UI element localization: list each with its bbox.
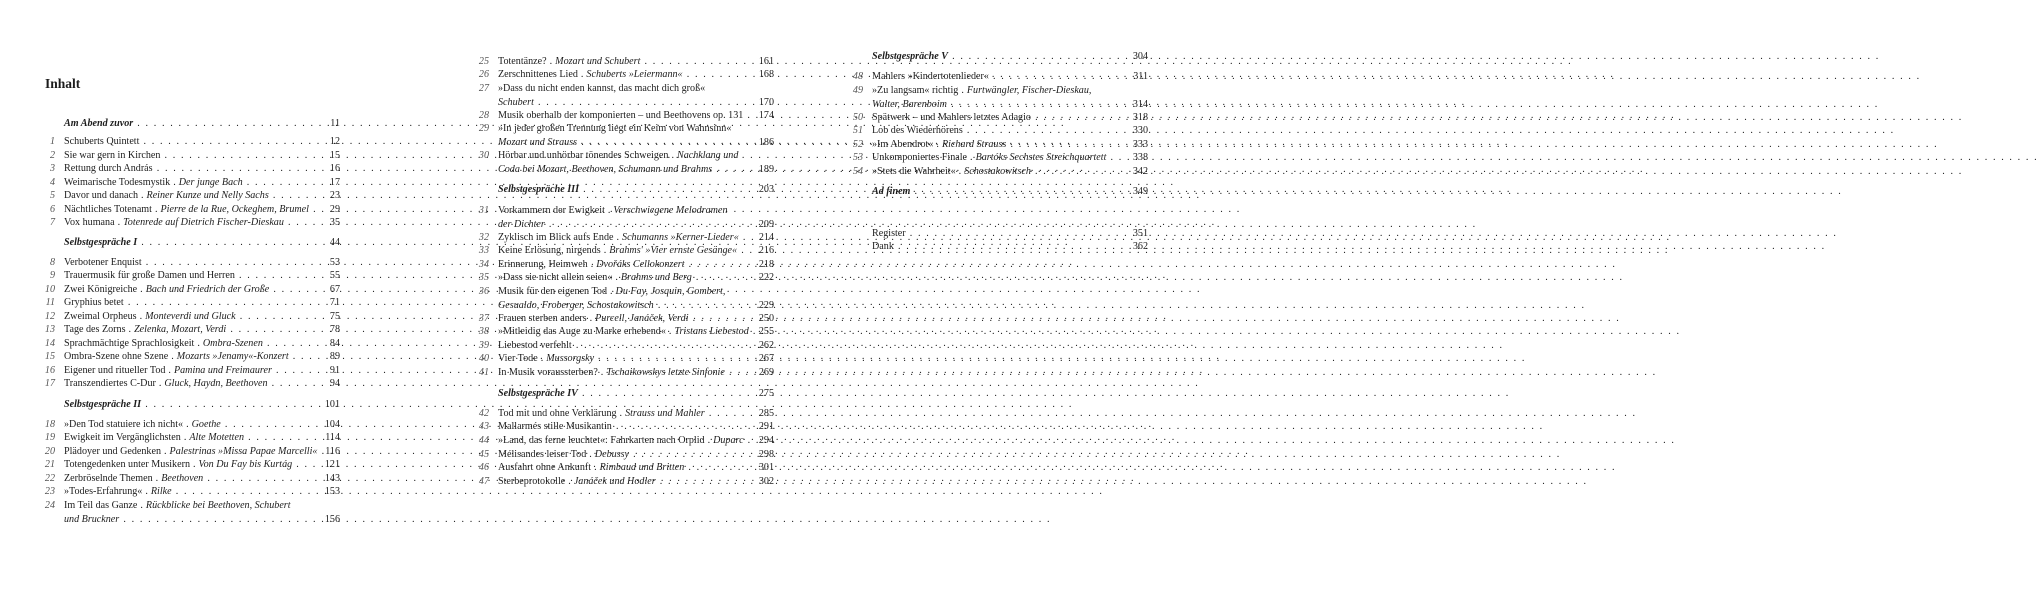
entry-title: »In jeder großen Trennung liegt ein Keim von Wahnsinn« xyxy=(498,123,732,134)
chapter-number: 9 xyxy=(49,270,55,281)
entry-subtitle: Brahms' »Vier ernste Gesänge« xyxy=(609,245,738,256)
chapter-number: 42 xyxy=(478,408,489,419)
entry-subtitle: Gluck, Haydn, Beethoven xyxy=(164,378,268,389)
toc-entry xyxy=(40,135,340,149)
toc-entry xyxy=(848,124,1148,138)
entry-title: Totengedenken unter Musikern xyxy=(64,459,190,470)
toc-entry: 21 Totengedenken unter Musikern . Von Du Fay bis Kurtág . . . 121 xyxy=(40,458,340,472)
chapter-number: 37 xyxy=(478,313,489,324)
toc-entry: 14 Sprachmächtige Sprachlosigkeit . Ombra-Szenen . . . 84 xyxy=(40,337,340,351)
toc-entry xyxy=(474,339,774,353)
toc-entry xyxy=(40,256,340,270)
chapter-number: 31 xyxy=(478,205,489,216)
page-number: 114 xyxy=(325,432,340,443)
entry-subtitle: Schuberts »Leiermann« xyxy=(586,69,683,80)
page-number: 11 xyxy=(330,118,340,129)
entry-subtitle: Alte Motetten xyxy=(189,432,244,443)
entry-title: »Dass du nicht enden kannst, das macht dich groß« xyxy=(498,83,706,94)
entry-subtitle: Gesualdo, Froberger, Schostakowitsch xyxy=(498,299,654,311)
toc-entry: 37 Frauen sterben anders . Purcell, Janáček, Verdi . . . 250 xyxy=(474,312,774,326)
entry-title: Zyklisch im Blick aufs Ende xyxy=(498,232,614,243)
entry-subtitle: Mozart und Strauss xyxy=(498,136,578,148)
toc-entry: 17 Transzendiertes C-Dur . Gluck, Haydn, Beethoven . . . 94 xyxy=(40,377,340,391)
chapter-number: 28 xyxy=(478,110,489,121)
chapter-number: 32 xyxy=(478,232,489,243)
entry-title: Zerschnittenes Lied xyxy=(498,69,578,80)
chapter-number: 53 xyxy=(852,152,863,163)
toc-entry: 18 »Den Tod statuiere ich nicht« . Goethe . . . 104 xyxy=(40,418,340,432)
chapter-number: 13 xyxy=(44,324,55,335)
toc-entry xyxy=(848,227,1148,241)
page-number: 91 xyxy=(329,365,340,376)
chapter-number: 15 xyxy=(44,351,55,362)
chapter-number: 49 xyxy=(852,85,863,96)
chapter-number: 17 xyxy=(44,378,55,389)
entry-title: Zerbröselnde Themen xyxy=(64,473,153,484)
entry-title: Vier Tode xyxy=(498,353,538,364)
chapter-number: 52 xyxy=(852,139,863,150)
section-title: Am Abend zuvor xyxy=(64,118,134,129)
page-number: 78 xyxy=(329,324,340,335)
toc-entry: 19 Ewigkeit im Vergänglichsten . Alte Motetten . . . 114 xyxy=(40,431,340,445)
entry-subtitle: Rückblicke bei Beethoven, Schubert xyxy=(145,500,291,511)
chapter-number: 8 xyxy=(49,257,55,268)
toc-section xyxy=(848,185,1148,199)
toc-entry: 36 Musik für den eigenen Tod . Du Fay, Josquin, Gombert, Gesualdo, Froberger, Schostakowitsch . . . 229 xyxy=(474,285,774,312)
toc-entry xyxy=(848,240,1148,254)
entry-subtitle: Coda bei Mozart, Beethoven, Schumann und Brahms xyxy=(498,163,713,175)
entry-title: Spätwerk – und Mahlers letztes Adagio xyxy=(872,112,1031,123)
chapter-number: 20 xyxy=(44,446,55,457)
entry-title: Erinnerung, Heimweh xyxy=(498,259,588,270)
page-number: 35 xyxy=(329,217,340,228)
chapter-number: 26 xyxy=(478,69,489,80)
page-number: 362 xyxy=(1132,241,1148,252)
page-number: 351 xyxy=(1132,228,1148,239)
page-number: 291 xyxy=(758,421,774,432)
page-number: 75 xyxy=(329,311,340,322)
toc-entry: 22 Zerbröselnde Themen . Beethoven . . . 143 xyxy=(40,472,340,486)
chapter-number: 2 xyxy=(49,150,55,161)
entry-subtitle: Walter, Barenboim xyxy=(872,98,947,110)
chapter-number: 14 xyxy=(44,338,55,349)
page-number: 71 xyxy=(329,297,340,308)
entry-subtitle: Dvořáks Cellokonzert xyxy=(596,259,685,270)
entry-subtitle: Totenrede auf Dietrich Fischer-Dieskau xyxy=(123,217,284,228)
page-number: 156 xyxy=(324,513,340,525)
entry-subtitle: Purcell, Janáček, Verdi xyxy=(595,313,689,324)
entry-subtitle: Zelenka, Mozart, Verdi xyxy=(134,324,227,335)
section-title: Selbstgespräche IV xyxy=(498,388,578,399)
entry-subtitle: Mozart und Schubert xyxy=(555,56,641,67)
entry-subtitle: Strauss und Mahler xyxy=(625,408,705,419)
chapter-number: 16 xyxy=(44,365,55,376)
entry-title: Mallarmés stille Musikantin xyxy=(498,421,612,432)
entry-subtitle: Furtwängler, Fischer-Dieskau, xyxy=(966,85,1092,96)
entry-title: Musik oberhalb der komponierten – und Beethovens op. 131 xyxy=(498,110,744,121)
entry-title: Vox humana xyxy=(64,217,115,228)
toc-entry: 52 »Im Abendrot« . Richard Strauss . . . 333 xyxy=(848,138,1148,152)
page-number: 67 xyxy=(329,284,340,295)
page-number: 304 xyxy=(1132,51,1148,62)
toc-entry: 13 Tage des Zorns . Zelenka, Mozart, Verdi . . . 78 xyxy=(40,323,340,337)
entry-subtitle: Mussorgsky xyxy=(546,353,595,364)
entry-title: Mélisandes leiser Tod xyxy=(498,449,587,460)
page-number: 333 xyxy=(1132,139,1148,150)
page-number: 55 xyxy=(329,270,340,281)
page-number: 116 xyxy=(325,446,340,457)
entry-title: Frauen sterben anders xyxy=(498,313,587,324)
entry-title: Zweimal Orpheus xyxy=(64,311,137,322)
entry-title: Vorkammern der Ewigkeit xyxy=(498,205,605,216)
page-number: 218 xyxy=(758,259,774,270)
toc-entry: 33 Keine Erlösung, nirgends . Brahms' »Vier ernste Gesänge« . . . 216 xyxy=(474,244,774,258)
page-number: 143 xyxy=(324,473,340,484)
toc-entry: 30 Hörbar und unhörbar tönendes Schweigen . Nachklang und Coda bei Mozart, Beethoven, Schumann und Brahms . . . 189 xyxy=(474,149,774,176)
chapter-number: 54 xyxy=(852,166,863,177)
toc-entry xyxy=(40,162,340,176)
entry-title: Rettung durch András xyxy=(64,163,153,174)
toc-entry xyxy=(474,420,774,434)
page-number: 262 xyxy=(758,340,774,351)
toc-entry: 7 Vox humana . Totenrede auf Dietrich Fischer-Dieskau . . . 35 xyxy=(40,216,340,230)
page-number: 94 xyxy=(329,378,340,389)
entry-subtitle: Mozarts »Jenamy«-Konzert xyxy=(176,351,289,362)
chapter-number: 11 xyxy=(45,297,55,308)
entry-subtitle: Bartóks Sechstes Streichquartett xyxy=(975,152,1107,163)
chapter-number: 22 xyxy=(44,473,55,484)
toc-section xyxy=(40,236,340,250)
entry-title: Ombra-Szene ohne Szene xyxy=(64,351,169,362)
entry-title: Gryphius betet xyxy=(64,297,124,308)
page-number: 121 xyxy=(324,459,340,470)
chapter-number: 43 xyxy=(478,421,489,432)
chapter-number: 46 xyxy=(478,462,489,473)
chapter-number: 51 xyxy=(852,125,863,136)
section-title: Selbstgespräche I xyxy=(64,237,138,248)
entry-title: Dank xyxy=(872,241,894,252)
entry-subtitle: Von Du Fay bis Kurtág xyxy=(198,459,293,470)
page-number: 12 xyxy=(329,136,340,147)
chapter-number: 34 xyxy=(478,259,489,270)
entry-subtitle: Rimbaud und Britten xyxy=(599,462,685,473)
page-number: 285 xyxy=(758,408,774,419)
chapter-number: 44 xyxy=(478,435,489,446)
toc-entry xyxy=(474,122,774,149)
entry-subtitle: Tristans Liebestod xyxy=(674,326,749,337)
toc-entry: 4 Weimarische Todesmystik . Der junge Bach . . . 17 xyxy=(40,176,340,190)
chapter-number: 6 xyxy=(49,204,55,215)
entry-title: Eigener und ritueller Tod xyxy=(64,365,166,376)
entry-title: Totentänze? xyxy=(498,56,547,67)
entry-subtitle: Rilke xyxy=(150,486,172,497)
toc-entry: 12 Zweimal Orpheus . Monteverdi und Gluck . . . 75 xyxy=(40,310,340,324)
toc-entry xyxy=(474,109,774,123)
entry-subtitle: Reiner Kunze und Nelly Sachs xyxy=(146,190,269,201)
toc-section xyxy=(474,387,774,401)
chapter-number: 45 xyxy=(478,449,489,460)
chapter-number: 48 xyxy=(852,71,863,82)
entry-subtitle: Verschwiegene Melodramen xyxy=(613,205,728,216)
entry-title: Trauermusik für große Damen und Herren xyxy=(64,270,235,281)
entry-title: Lob des Wiederhörens xyxy=(872,125,963,136)
entry-title: Unkomponiertes Finale xyxy=(872,152,968,163)
chapter-number: 7 xyxy=(49,217,55,228)
page-number: 89 xyxy=(329,351,340,362)
toc-entry: 49 »Zu langsam« richtig . Furtwängler, Fischer-Dieskau, Walter, Barenboim . . . 314 xyxy=(848,84,1148,111)
entry-title: Ewigkeit im Vergänglichsten xyxy=(64,432,181,443)
page-number: 302 xyxy=(758,476,774,487)
entry-title: Verbotener Enquist xyxy=(64,257,142,268)
toc-entry: 53 Unkomponiertes Finale . Bartóks Sechstes Streichquartett . . . 338 xyxy=(848,151,1148,165)
chapter-number: 30 xyxy=(478,150,489,161)
entry-title: »Im Abendrot« xyxy=(872,139,934,150)
page-number: 330 xyxy=(1132,125,1148,136)
page-number: 269 xyxy=(758,367,774,378)
entry-subtitle: Ombra-Szenen xyxy=(202,338,263,349)
entry-subtitle: Pamina und Freimaurer xyxy=(173,365,272,376)
page-number: 214 xyxy=(758,232,774,243)
page-number: 349 xyxy=(1132,186,1148,197)
entry-title: »Dass sie nicht allein seien« xyxy=(498,272,613,283)
entry-subtitle: Beethoven xyxy=(161,473,204,484)
section-title: Selbstgespräche II xyxy=(64,399,142,410)
chapter-number: 33 xyxy=(478,245,489,256)
entry-title: Musik für den eigenen Tod xyxy=(498,286,607,297)
entry-title: Plädoyer und Gedenken xyxy=(64,446,161,457)
toc-entry: 6 Nächtliches Totenamt . Pierre de la Rue, Ockeghem, Brumel . . . 29 xyxy=(40,203,340,217)
toc-entry: 23 »Todes-Erfahrung« . Rilke . . . 153 xyxy=(40,485,340,499)
toc-section xyxy=(40,398,340,412)
entry-title: Keine Erlösung, nirgends xyxy=(498,245,601,256)
chapter-number: 36 xyxy=(478,286,489,297)
entry-title: In Musik voraussterben? xyxy=(498,367,598,378)
entry-subtitle: Nachklang und xyxy=(676,150,739,161)
toc-entry: 40 Vier Tode . Mussorgsky . . . 267 xyxy=(474,352,774,366)
toc-entry: 24 Im Teil das Ganze . Rückblicke bei Beethoven, Schubert und Bruckner . . . 156 xyxy=(40,499,340,526)
entry-title: Sie war gern in Kirchen xyxy=(64,150,161,161)
chapter-number: 12 xyxy=(44,311,55,322)
entry-title: Nächtliches Totenamt xyxy=(64,204,152,215)
toc-entry xyxy=(40,149,340,163)
page-number: 161 xyxy=(758,56,774,67)
page-number: 84 xyxy=(329,338,340,349)
toc-section xyxy=(40,117,340,131)
chapter-number: 10 xyxy=(44,284,55,295)
page-number: 17 xyxy=(329,177,340,188)
toc-entry: 44 »Land, das ferne leuchtet«: Fahrkarten nach Orplid . Duparc . . . 294 xyxy=(474,434,774,448)
page-number: 15 xyxy=(329,150,340,161)
toc-entry: 26 Zerschnittenes Lied . Schuberts »Leiermann« . . . 168 xyxy=(474,68,774,82)
page-number: 174 xyxy=(758,110,774,121)
entry-subtitle: Pierre de la Rue, Ockeghem, Brumel xyxy=(160,204,309,215)
page-title: Inhalt xyxy=(45,76,81,91)
entry-title: Davor und danach xyxy=(64,190,138,201)
entry-title: Tage des Zorns xyxy=(64,324,126,335)
page-number: 203 xyxy=(758,184,774,195)
entry-subtitle: der Dichter xyxy=(498,218,545,230)
entry-title: Sterbeprotokolle xyxy=(498,476,566,487)
toc-entry: 45 Mélisandes leiser Tod . Debussy . . . 298 xyxy=(474,448,774,462)
entry-title: Liebestod verfehlt xyxy=(498,340,572,351)
chapter-number: 35 xyxy=(478,272,489,283)
page-number: 168 xyxy=(758,69,774,80)
chapter-number: 47 xyxy=(478,476,489,487)
chapter-number: 40 xyxy=(478,353,489,364)
toc-entry: 41 In Musik voraussterben? . Tschaikowskys letzte Sinfonie . . . 269 xyxy=(474,366,774,380)
toc-entry: 46 Ausfahrt ohne Ankunft . Rimbaud und Britten . . . 301 xyxy=(474,461,774,475)
page-number: 301 xyxy=(758,462,774,473)
page-number: 101 xyxy=(324,399,340,410)
toc-entry xyxy=(848,111,1148,125)
page-number: 44 xyxy=(329,237,340,248)
page-number: 170 xyxy=(758,96,774,108)
page-number: 186 xyxy=(758,136,774,148)
toc-section xyxy=(848,50,1148,64)
entry-subtitle: Schostakowitsch xyxy=(964,166,1031,177)
page-number: 229 xyxy=(758,299,774,311)
page-number: 216 xyxy=(758,245,774,256)
toc-entry: 20 Plädoyer und Gedenken . Palestrinas »Missa Papae Marcelli« . . . 116 xyxy=(40,445,340,459)
page-number: 311 xyxy=(1133,71,1148,82)
toc-entry: 42 Tod mit und ohne Verklärung . Strauss und Mahler . . . 285 xyxy=(474,407,774,421)
page-number: 294 xyxy=(758,435,774,446)
entry-title: Im Teil das Ganze xyxy=(64,500,138,511)
entry-subtitle: Der junge Bach xyxy=(178,177,243,188)
entry-title: Schuberts Quintett xyxy=(64,136,140,147)
chapter-number: 19 xyxy=(44,432,55,443)
entry-title: Zwei Königreiche xyxy=(64,284,138,295)
entry-title: Transzendiertes C-Dur xyxy=(64,378,156,389)
entry-subtitle: Tschaikowskys letzte Sinfonie xyxy=(606,367,725,378)
entry-title: »Mitleidig das Auge zu Marke erhebend« xyxy=(498,326,666,337)
chapter-number: 25 xyxy=(478,56,489,67)
page-number: 342 xyxy=(1132,166,1148,177)
toc-entry: 10 Zwei Königreiche . Bach und Friedrich der Große . . . 67 xyxy=(40,283,340,297)
chapter-number: 18 xyxy=(44,419,55,430)
chapter-number: 50 xyxy=(852,112,863,123)
toc-entry: 15 Ombra-Szene ohne Szene . Mozarts »Jenamy«-Konzert . . . 89 xyxy=(40,350,340,364)
entry-title: Hörbar und unhörbar tönendes Schweigen xyxy=(498,150,669,161)
entry-subtitle: Du Fay, Josquin, Gombert, xyxy=(615,286,726,297)
page-number: 16 xyxy=(329,163,340,174)
entry-subtitle: Richard Strauss xyxy=(941,139,1007,150)
toc-entry: 35 »Dass sie nicht allein seien« . Brahms und Berg . . . 222 xyxy=(474,271,774,285)
entry-title: »Den Tod statuiere ich nicht« xyxy=(64,419,184,430)
toc-entry: 16 Eigener und ritueller Tod . Pamina und Freimaurer . . . 91 xyxy=(40,364,340,378)
entry-subtitle: Bach und Friedrich der Große xyxy=(145,284,270,295)
toc-entry: 25 Totentänze? . Mozart und Schubert . . . 161 xyxy=(474,55,774,69)
page-number: 153 xyxy=(324,486,340,497)
chapter-number: 38 xyxy=(478,326,489,337)
entry-title: Tod mit und ohne Verklärung xyxy=(498,408,617,419)
page-number: 275 xyxy=(758,388,774,399)
chapter-number: 41 xyxy=(478,367,489,378)
page-number: 209 xyxy=(758,218,774,230)
chapter-number: 21 xyxy=(44,459,55,470)
section-title: Selbstgespräche III xyxy=(498,184,580,195)
page-number: 250 xyxy=(758,313,774,324)
toc-entry xyxy=(40,269,340,283)
page-number: 255 xyxy=(758,326,774,337)
entry-title: »Zu langsam« richtig xyxy=(872,85,959,96)
entry-subtitle: Goethe xyxy=(191,419,221,430)
entry-title: Mahlers »Kindertotenlieder« xyxy=(872,71,989,82)
section-title: Selbstgespräche V xyxy=(872,51,948,62)
toc-entry xyxy=(848,70,1148,84)
toc-entry: 54 »Stets die Wahrheit« . Schostakowitsch . . . 342 xyxy=(848,165,1148,179)
chapter-number: 1 xyxy=(49,136,55,147)
toc-entry: 47 Sterbeprotokolle . Janáček und Hodler . . . 302 xyxy=(474,475,774,489)
entry-title: Register xyxy=(872,228,906,239)
entry-subtitle: und Bruckner xyxy=(64,513,120,525)
chapter-number: 29 xyxy=(478,123,489,134)
entry-subtitle: Schumanns »Kerner-Lieder« xyxy=(622,232,739,243)
page-number: 314 xyxy=(1132,98,1148,110)
page-number: 338 xyxy=(1132,152,1148,163)
page-number: 29 xyxy=(329,204,340,215)
entry-title: Sprachmächtige Sprachlosigkeit xyxy=(64,338,195,349)
chapter-number: 5 xyxy=(49,190,55,201)
chapter-number: 3 xyxy=(49,163,55,174)
entry-title: »Stets die Wahrheit« xyxy=(872,166,956,177)
entry-subtitle: Janáček und Hodler xyxy=(573,476,656,487)
chapter-number: 23 xyxy=(44,486,55,497)
toc-entry: 38 »Mitleidig das Auge zu Marke erhebend« . Tristans Liebestod . . . 255 xyxy=(474,325,774,339)
page-number: 222 xyxy=(758,272,774,283)
chapter-number: 27 xyxy=(478,83,489,94)
page-number: 189 xyxy=(758,163,774,175)
entry-subtitle: Duparc xyxy=(713,435,744,446)
page-number: 318 xyxy=(1132,112,1148,123)
chapter-number: 4 xyxy=(49,177,55,188)
toc-entry: 31 Vorkammern der Ewigkeit . Verschwiegene Melodramen der Dichter . . . 209 xyxy=(474,204,774,231)
entry-title: Ausfahrt ohne Ankunft xyxy=(498,462,592,473)
chapter-number: 39 xyxy=(478,340,489,351)
toc-entry: 5 Davor und danach . Reiner Kunze und Nelly Sachs . . . 23 xyxy=(40,189,340,203)
page-number: 298 xyxy=(758,449,774,460)
entry-subtitle: Monteverdi und Gluck xyxy=(145,311,236,322)
page-number: 267 xyxy=(758,353,774,364)
page-number: 23 xyxy=(329,190,340,201)
page-number: 53 xyxy=(329,257,340,268)
toc-entry: 32 Zyklisch im Blick aufs Ende . Schumanns »Kerner-Lieder« . . . 214 xyxy=(474,231,774,245)
entry-subtitle: Palestrinas »Missa Papae Marcelli« xyxy=(169,446,318,457)
entry-title: »Land, das ferne leuchtet«: Fahrkarten nach Orplid xyxy=(498,435,705,446)
toc-entry: 34 Erinnerung, Heimweh . Dvořáks Cellokonzert . . . 218 xyxy=(474,258,774,272)
entry-title: Weimarische Todesmystik xyxy=(64,177,171,188)
entry-subtitle: Brahms und Berg xyxy=(620,272,692,283)
page-number: 104 xyxy=(324,419,340,430)
chapter-number: 24 xyxy=(44,500,55,511)
section-title: Ad finem xyxy=(872,186,911,197)
entry-title: »Todes-Erfahrung« xyxy=(64,486,143,497)
entry-subtitle: Schubert xyxy=(498,96,534,108)
toc-entry xyxy=(40,296,340,310)
toc-entry xyxy=(474,82,774,109)
toc-section xyxy=(474,183,774,197)
entry-subtitle: Debussy xyxy=(594,449,629,460)
